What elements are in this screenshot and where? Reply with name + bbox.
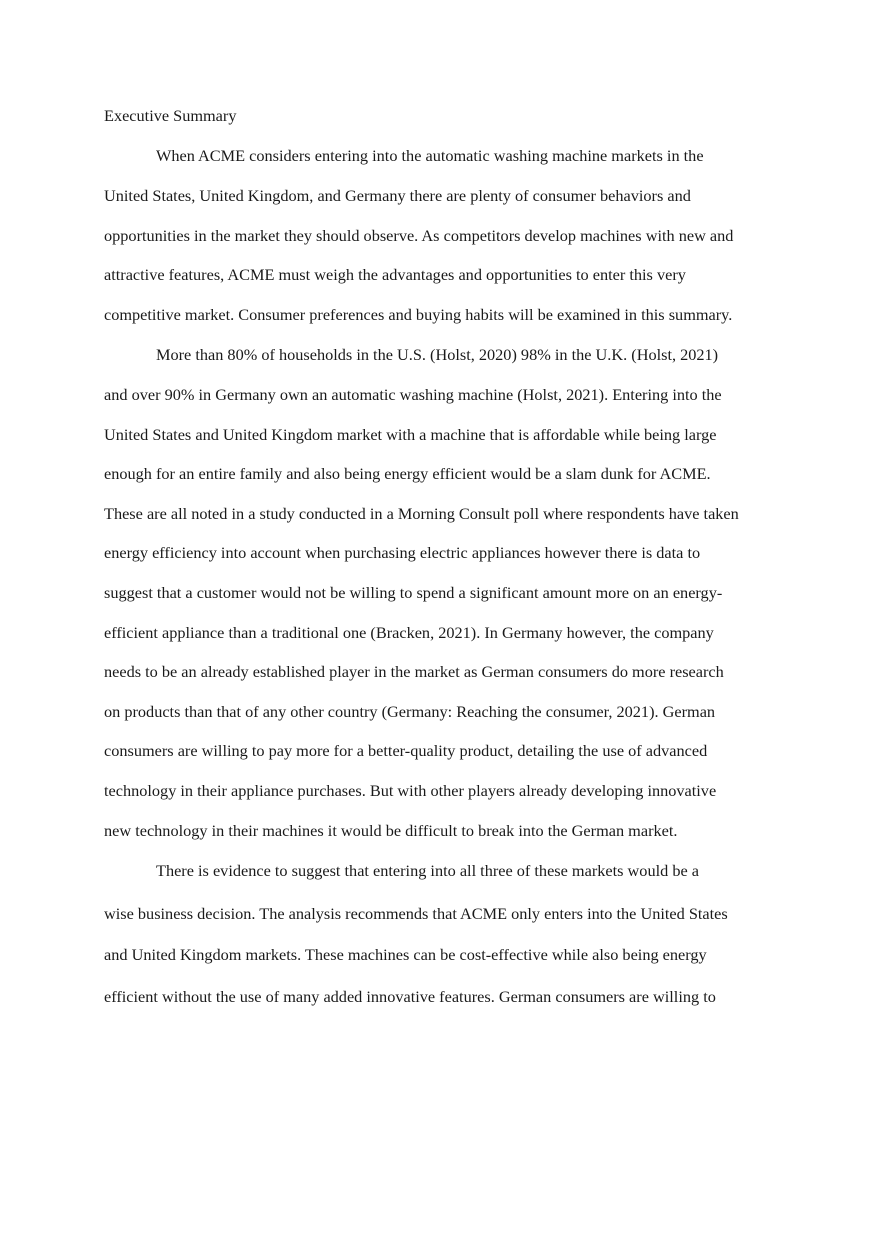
paragraph-1-line-1: When ACME considers entering into the automatic washing machine markets in the <box>156 146 704 165</box>
paragraph-2-line-9: needs to be an already established player in the market as German consumers do more research <box>104 662 724 681</box>
paragraph-2-line-12: technology in their appliance purchases. But with other players already developing innovative <box>104 781 717 800</box>
paragraph-1-line-2: United States, United Kingdom, and Germany there are plenty of consumer behaviors and <box>104 186 691 205</box>
paragraph-3-line-4: efficient without the use of many added innovative features. German consumers are willing to <box>104 987 716 1006</box>
paragraph-3-line-3: and United Kingdom markets. These machines can be cost-effective while also being energy <box>104 945 707 964</box>
paragraph-2-line-6: energy efficiency into account when purchasing electric appliances however there is data to <box>104 543 701 562</box>
paragraph-2-line-11: consumers are willing to pay more for a better-quality product, detailing the use of advanced <box>104 741 708 760</box>
paragraph-2-line-13: new technology in their machines it would be difficult to break into the German market. <box>104 821 678 840</box>
paragraph-2-line-2: and over 90% in Germany own an automatic washing machine (Holst, 2021). Entering into the <box>104 385 722 404</box>
section-heading: Executive Summary <box>104 106 237 125</box>
paragraph-2-line-1: More than 80% of households in the U.S. (Holst, 2020) 98% in the U.K. (Holst, 2021) <box>156 345 719 364</box>
paragraph-2-line-7: suggest that a customer would not be willing to spend a significant amount more on an energy- <box>104 583 723 602</box>
paragraph-1-line-4: attractive features, ACME must weigh the advantages and opportunities to enter this very <box>104 265 686 284</box>
paragraph-2-line-10: on products than that of any other country (Germany: Reaching the consumer, 2021). German <box>104 702 716 721</box>
paragraph-2-line-4: enough for an entire family and also being energy efficient would be a slam dunk for ACME. <box>104 464 711 483</box>
paragraph-3-line-1: There is evidence to suggest that entering into all three of these markets would be a <box>156 861 699 880</box>
paragraph-1-line-3: opportunities in the market they should observe. As competitors develop machines with new and <box>104 226 734 245</box>
paragraph-1-line-5: competitive market. Consumer preferences and buying habits will be examined in this summary. <box>104 305 733 324</box>
paragraph-3-line-2: wise business decision. The analysis recommends that ACME only enters into the United States <box>104 904 728 923</box>
paragraph-2-line-3: United States and United Kingdom market with a machine that is affordable while being large <box>104 425 717 444</box>
paragraph-2-line-5: These are all noted in a study conducted in a Morning Consult poll where respondents have taken <box>104 504 739 523</box>
paragraph-2-line-8: efficient appliance than a traditional one (Bracken, 2021). In Germany however, the company <box>104 623 714 642</box>
